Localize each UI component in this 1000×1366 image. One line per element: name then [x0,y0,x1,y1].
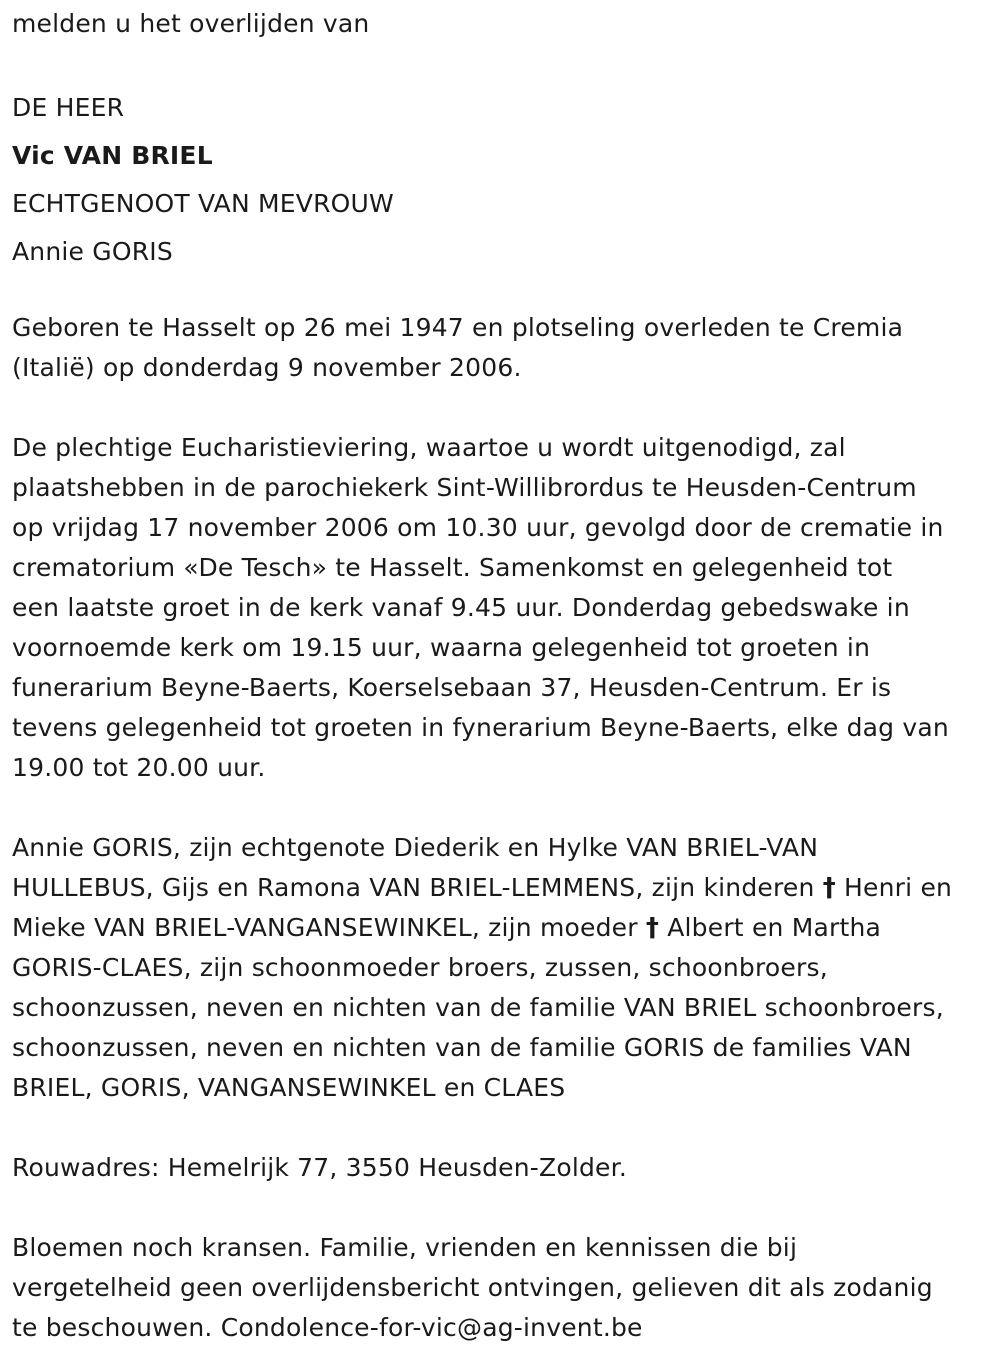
closing-paragraph [12,1228,988,1348]
text-fragment: Mieke VAN BRIEL-VANGANSEWINKEL, zijn moeder [12,913,638,942]
text-fragment: HULLEBUS, Gijs en Ramona VAN BRIEL-LEMMENS, zijn kinderen [12,873,815,902]
text-fragment: Albert en Martha [667,913,882,942]
text-line: een laatste groet in de kerk vanaf 9.45 uur. Donderdag gebedswake in [12,593,910,622]
text-line: Bloemen noch kransen. Familie, vrienden en kennissen die bij [12,1233,798,1262]
text-line: De plechtige Eucharistieviering, waartoe u wordt uitgenodigd, zal [12,433,846,462]
text-line: 19.00 tot 20.00 uur. [12,753,266,782]
text-fragment: Henri en [844,873,953,902]
text-line: schoonzussen, neven en nichten van de familie GORIS de families VAN [12,1033,912,1062]
text-line [12,868,988,908]
title-prefix: DE HEER [12,93,125,122]
deceased-name: Vic VAN BRIEL [12,141,213,170]
text-line [12,1308,988,1348]
text-line [12,908,988,948]
spacer [12,44,988,84]
cross-icon: † [822,873,836,903]
text-line: crematorium «De Tesch» te Hasselt. Samenkomst en gelegenheid tot [12,553,893,582]
birth-death-paragraph [12,308,988,388]
text-line: (Italië) op donderdag 9 november 2006. [12,353,522,382]
address-text: Rouwadres: Hemelrijk 77, 3550 Heusden-Zolder. [12,1153,627,1182]
spouse-label: ECHTGENOOT VAN MEVROUW [12,189,394,218]
ceremony-paragraph [12,428,988,788]
text-line: voornoemde kerk om 19.15 uur, waarna gelegenheid tot groeten in [12,633,871,662]
spouse-name: Annie GORIS [12,237,173,266]
spacer [12,276,988,308]
spacer [12,1188,988,1228]
text-line: plaatshebben in de parochiekerk Sint-Willibrordus te Heusden-Centrum [12,473,917,502]
text-fragment: te beschouwen. [12,1313,221,1342]
text-line: GORIS-CLAES, zijn schoonmoeder broers, zussen, schoonbroers, [12,953,828,982]
spacer [12,388,988,428]
text-line: vergetelheid geen overlijdensbericht ontvingen, gelieven dit als zodanig [12,1273,933,1302]
text-line: tevens gelegenheid tot groeten in fynerarium Beyne-Baerts, elke dag van [12,713,949,742]
text-line: op vrijdag 17 november 2006 om 10.30 uur, gevolgd door de crematie in [12,513,944,542]
spacer [12,788,988,828]
contact-email[interactable]: Condolence-for-vic@ag-invent.be [220,1313,643,1342]
intro-text: melden u het overlijden van [12,9,370,38]
spacer [12,1108,988,1148]
text-line: Annie GORIS, zijn echtgenote Diederik en Hylke VAN BRIEL-VAN [12,833,819,862]
text-line: funerarium Beyne-Baerts, Koerselsebaan 37, Heusden-Centrum. Er is [12,673,892,702]
family-paragraph [12,828,988,1108]
text-line: schoonzussen, neven en nichten van de familie VAN BRIEL schoonbroers, [12,993,944,1022]
text-line: BRIEL, GORIS, VANGANSEWINKEL en CLAES [12,1073,566,1102]
text-line: Geboren te Hasselt op 26 mei 1947 en plotseling overleden te Cremia [12,313,904,342]
cross-icon: † [645,913,660,943]
